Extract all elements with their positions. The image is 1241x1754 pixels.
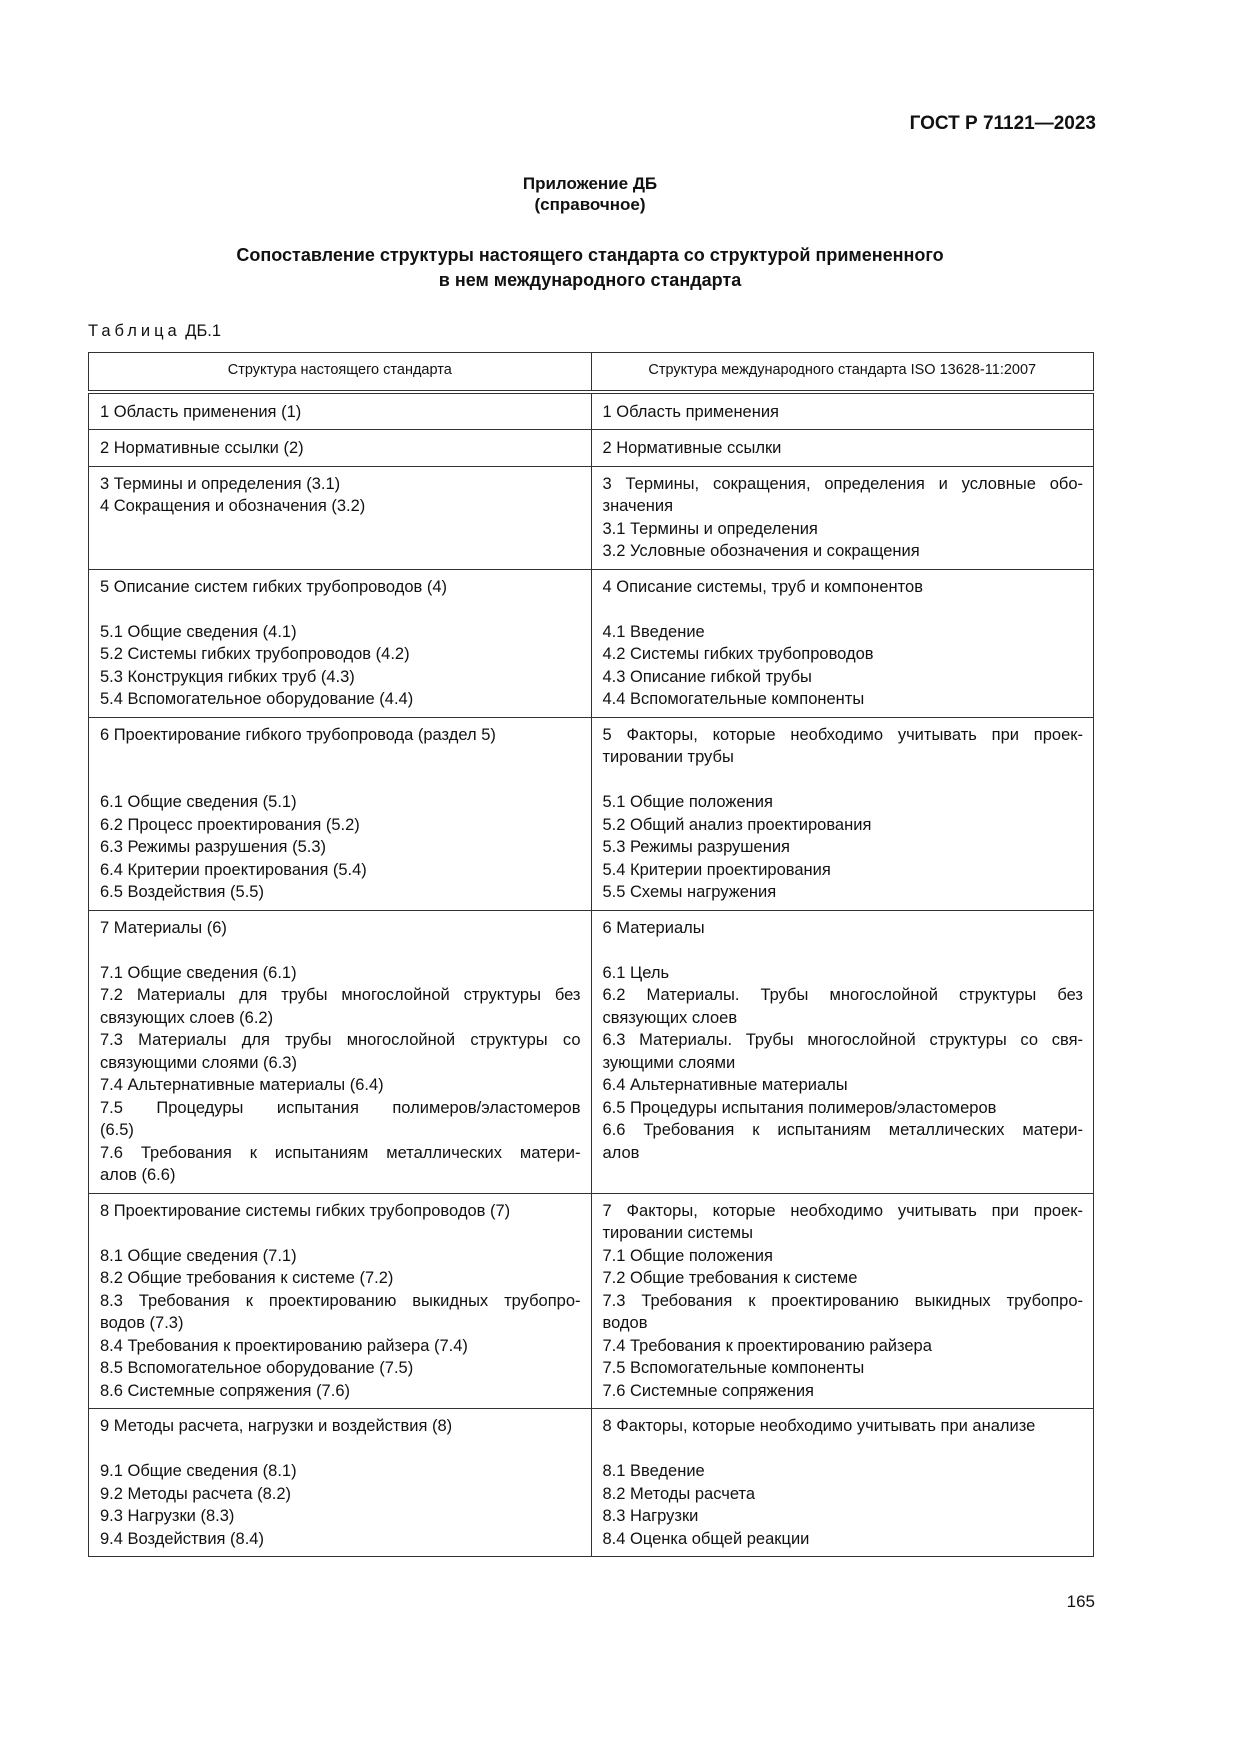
appendix-subtitle: (справочное)	[534, 195, 646, 214]
blank-line	[100, 1438, 581, 1461]
table-body	[89, 392, 1094, 1557]
cell-line: 7 Факторы, которые необходимо учитывать при проек-	[602, 1201, 1083, 1220]
cell-line: 8.5 Вспомогательное оборудование (7.5)	[100, 1359, 414, 1377]
cell-line: 8.1 Общие сведения (7.1)	[100, 1246, 297, 1265]
cell-line: 3.2 Условные обозначения и сокращения	[602, 542, 920, 560]
cell-national	[89, 1409, 592, 1557]
cell-national	[89, 910, 592, 1193]
cell-line: 4.4 Вспомогательные компоненты	[602, 690, 865, 708]
cell-line: 7.4 Требования к проектированию райзера	[602, 1336, 932, 1355]
cell-line: 1 Область применения	[602, 402, 779, 421]
cell-line: 8.2 Общие требования к системе (7.2)	[100, 1269, 394, 1287]
cell-line: 7.1 Общие сведения (6.1)	[100, 963, 297, 982]
cell-line: 6.1 Общие сведения (5.1)	[100, 793, 297, 811]
cell-line: 7.1 Общие положения	[602, 1246, 773, 1265]
cell-line: 6.3 Материалы. Трубы многослойной структуры со свя-	[602, 1031, 1083, 1049]
cell-line: 7.2 Общие требования к системе	[602, 1269, 858, 1287]
cell-line: 7.2 Материалы для трубы многослойной структуры без	[100, 986, 581, 1004]
cell-line: 9.2 Методы расчета (8.2)	[100, 1484, 292, 1503]
cell-line: 7.4 Альтернативные материалы (6.4)	[100, 1076, 384, 1094]
cell-line: 6 Проектирование гибкого трубопровода (раздел 5)	[100, 725, 496, 744]
blank-line	[100, 939, 581, 962]
cell-line: 6.3 Режимы разрушения (5.3)	[100, 838, 326, 856]
table-row	[89, 1409, 1094, 1557]
cell-line: 5.2 Системы гибких трубопроводов (4.2)	[100, 645, 410, 663]
cell-line: 6.2 Процесс проектирования (5.2)	[100, 815, 360, 834]
cell-line: 6.5 Процедуры испытания полимеров/эластомеров	[602, 1098, 997, 1117]
cell-line: 9.1 Общие сведения (8.1)	[100, 1462, 297, 1480]
cell-line: 3 Термины, сокращения, определения и условные обо-	[602, 474, 1083, 493]
cell-national	[89, 569, 592, 717]
blank-line	[100, 746, 581, 769]
cell-line: 5.4 Вспомогательное оборудование (4.4)	[100, 690, 414, 708]
cell-line: 7.6 Требования к испытаниям металлических матери-	[100, 1143, 581, 1162]
cell-international	[591, 910, 1094, 1193]
cell-line: 4.3 Описание гибкой трубы	[602, 667, 812, 686]
cell-national	[89, 1193, 592, 1409]
cell-line: 5.1 Общие положения	[602, 793, 773, 811]
blank-line	[100, 1222, 581, 1245]
cell-line: алов	[602, 1143, 640, 1162]
cell-line: водов	[602, 1314, 648, 1332]
column-header-international: Структура международного стандарта ISO 13628-11:2007	[591, 353, 1094, 392]
cell-line: 7.6 Системные сопряжения	[602, 1381, 814, 1400]
cell-international	[591, 1193, 1094, 1409]
table-row	[89, 1193, 1094, 1409]
cell-line: 3 Термины и определения (3.1)	[100, 474, 341, 493]
appendix-heading	[0, 173, 1180, 215]
cell-line: водов (7.3)	[100, 1314, 184, 1332]
cell-international	[591, 430, 1094, 467]
cell-international	[591, 466, 1094, 569]
cell-line: алов (6.6)	[100, 1166, 176, 1184]
table-row	[89, 910, 1094, 1193]
cell-line: значения	[602, 497, 674, 515]
cell-line: 6.1 Цель	[602, 963, 670, 982]
cell-line: 4.2 Системы гибких трубопроводов	[602, 645, 874, 663]
cell-line: 5.5 Схемы нагружения	[602, 883, 777, 901]
cell-national	[89, 430, 592, 467]
cell-line: 8 Проектирование системы гибких трубопроводов (7)	[100, 1201, 511, 1220]
cell-line: 4 Сокращения и обозначения (3.2)	[100, 497, 366, 515]
cell-line: 6 Материалы	[602, 918, 705, 937]
cell-national	[89, 392, 592, 430]
cell-line: 8.4 Оценка общей реакции	[602, 1529, 810, 1548]
cell-line: 8.1 Введение	[602, 1462, 705, 1480]
cell-line: 2 Нормативные ссылки (2)	[100, 439, 304, 457]
cell-line: 5.4 Критерии проектирования	[602, 860, 831, 879]
table-row	[89, 717, 1094, 910]
cell-national	[89, 717, 592, 910]
cell-international	[591, 392, 1094, 430]
cell-line: связующими слоями (6.3)	[100, 1053, 297, 1072]
cell-international	[591, 717, 1094, 910]
cell-line: 4 Описание системы, труб и компонентов	[602, 577, 923, 596]
table-row	[89, 466, 1094, 569]
cell-line: 9.3 Нагрузки (8.3)	[100, 1507, 235, 1525]
cell-line: 5 Описание систем гибких трубопроводов (4)	[100, 577, 448, 596]
cell-line: 8.3 Нагрузки	[602, 1507, 699, 1525]
cell-line: 1 Область применения (1)	[100, 402, 302, 421]
cell-line: 8.3 Требования к проектированию выкидных трубопро-	[100, 1291, 581, 1310]
table-caption-number: ДБ.1	[185, 322, 222, 340]
cell-line: 5 Факторы, которые необходимо учитывать при проек-	[602, 725, 1083, 744]
table-row	[89, 430, 1094, 467]
page-title	[0, 243, 1180, 293]
cell-line: 6.6 Требования к испытаниям металлических матери-	[602, 1121, 1083, 1139]
cell-line: (6.5)	[100, 1121, 134, 1139]
cell-international	[591, 569, 1094, 717]
title-line-2: в нем международного стандарта	[438, 270, 742, 290]
cell-line: 8.6 Системные сопряжения (7.6)	[100, 1381, 350, 1400]
cell-line: 7.3 Материалы для трубы многослойной структуры со	[100, 1031, 581, 1049]
cell-line: 5.2 Общий анализ проектирования	[602, 815, 872, 834]
cell-line: 5.3 Режимы разрушения	[602, 838, 790, 856]
blank-line	[603, 1438, 1084, 1461]
cell-line: 8.4 Требования к проектированию райзера (7.4)	[100, 1336, 468, 1355]
cell-line: 5.3 Конструкция гибких труб (4.3)	[100, 667, 355, 686]
table-caption-word: Таблица	[88, 322, 181, 340]
cell-line: 6.5 Воздействия (5.5)	[100, 883, 264, 901]
cell-line: тировании трубы	[602, 748, 734, 766]
cell-line: 8.2 Методы расчета	[602, 1484, 756, 1503]
page-number: 165	[1066, 1592, 1095, 1611]
cell-line: 7.5 Вспомогательные компоненты	[602, 1359, 865, 1377]
cell-line: 6.4 Альтернативные материалы	[602, 1076, 848, 1094]
cell-line: 7.5 Процедуры испытания полимеров/эластомеров	[100, 1098, 581, 1117]
cell-line: 9 Методы расчета, нагрузки и воздействия (8)	[100, 1417, 453, 1435]
cell-line: 9.4 Воздействия (8.4)	[100, 1529, 264, 1548]
blank-line	[603, 939, 1084, 962]
cell-line: 3.1 Термины и определения	[602, 519, 818, 538]
table-caption	[88, 322, 221, 341]
blank-line	[100, 598, 581, 621]
cell-line: 7.3 Требования к проектированию выкидных трубопро-	[602, 1291, 1083, 1310]
blank-line	[603, 769, 1084, 792]
cell-line: связующих слоев	[602, 1008, 738, 1027]
cell-line: 6.2 Материалы. Трубы многослойной структуры без	[602, 986, 1083, 1004]
cell-line: 7 Материалы (6)	[100, 918, 227, 937]
blank-line	[603, 598, 1084, 621]
title-line-1: Сопоставление структуры настоящего стандарта со структурой примененного	[236, 245, 944, 265]
table-row	[89, 569, 1094, 717]
cell-line: 4.1 Введение	[602, 622, 705, 641]
cell-international	[591, 1409, 1094, 1557]
table-header-row	[89, 353, 1094, 392]
cell-national	[89, 466, 592, 569]
cell-line: связующих слоев (6.2)	[100, 1008, 274, 1027]
cell-line: 8 Факторы, которые необходимо учитывать при анализе	[602, 1417, 1036, 1435]
cell-line: зующими слоями	[602, 1053, 736, 1072]
table-row	[89, 392, 1094, 430]
comparison-table	[88, 352, 1094, 1557]
cell-line: 5.1 Общие сведения (4.1)	[100, 622, 297, 641]
cell-line: 6.4 Критерии проектирования (5.4)	[100, 860, 367, 879]
appendix-title: Приложение ДБ	[522, 174, 658, 193]
document-number: ГОСТ Р 71121—2023	[909, 113, 1096, 134]
cell-line: тировании системы	[602, 1224, 753, 1242]
column-header-national: Структура настоящего стандарта	[89, 353, 592, 392]
blank-line	[100, 769, 581, 792]
cell-line: 2 Нормативные ссылки	[602, 439, 782, 457]
